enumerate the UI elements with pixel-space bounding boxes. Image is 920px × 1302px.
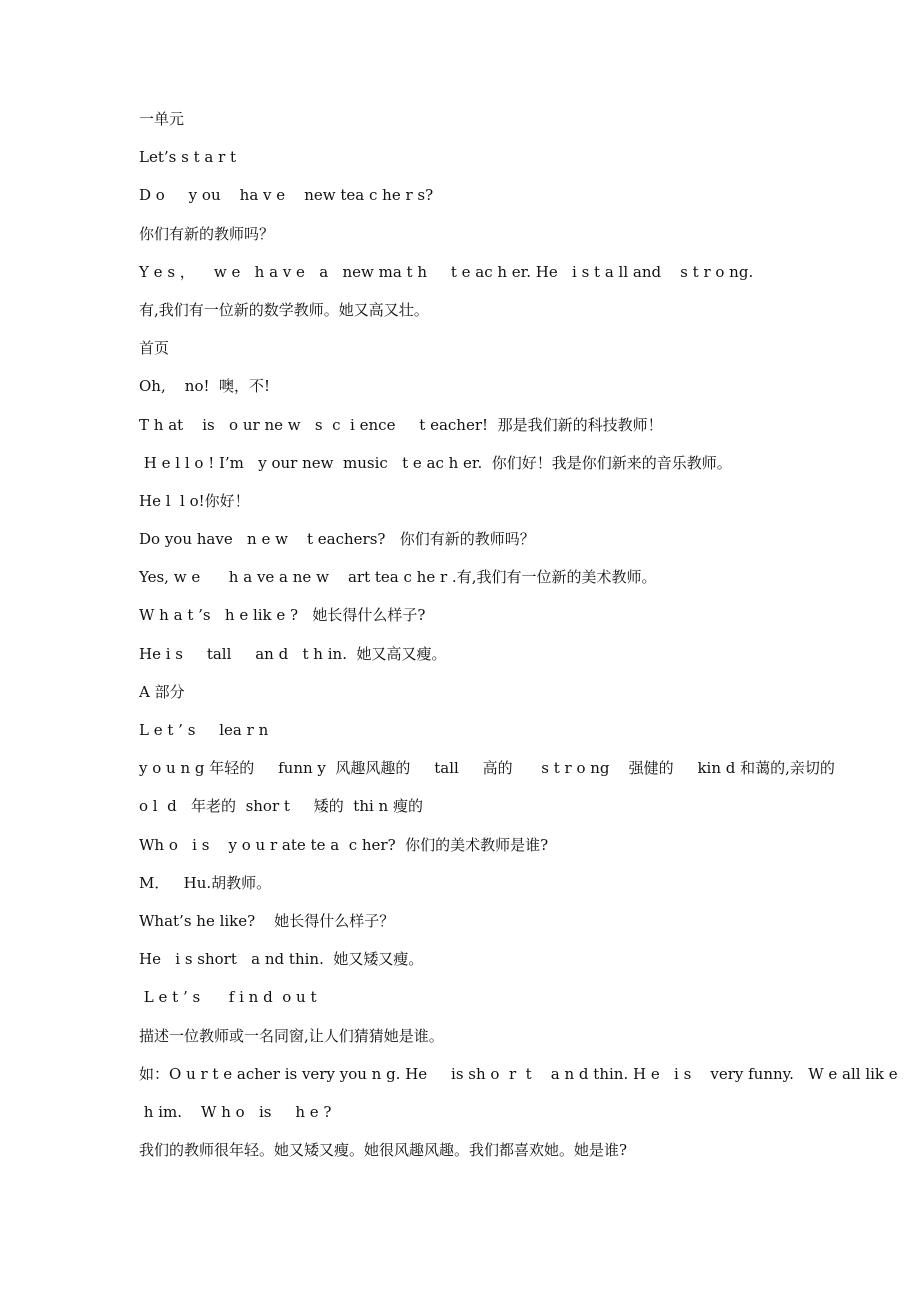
text-line: He l l o!你好！	[139, 491, 250, 510]
vocabulary-line: y o u n g 年轻的 funn y 风趣风趣的 tall 高的 s t r o ng 强健的 kin d 和蔼的,亲切的	[139, 759, 835, 778]
text-line: What’s he like? 她长得什么样子？	[139, 911, 395, 930]
text-line: 有,我们有一位新的数学教师。她又高又壮。	[139, 300, 429, 319]
unit-heading: 一单元	[139, 110, 185, 128]
text-line: Y e s ， w e h a v e a new ma t h t e ac h er. He i s t a ll and s t r o ng.	[139, 262, 754, 281]
text-line: Oh, no! 噢，不!	[139, 377, 271, 396]
text-line: D o y ou ha v e new tea c he r s?	[139, 186, 434, 205]
section-lets-find-out: L e t ’ s f i n d o u t	[139, 988, 317, 1007]
text-line: Do you have n e w t eachers? 你们有新的教师吗？	[139, 530, 535, 549]
section-lets-start: Let’s s t a r t	[139, 148, 237, 167]
section-lets-learn: L e t ’ s lea r n	[139, 721, 269, 739]
text-line: Yes, w e h a ve a ne w art tea c he r .有,我们有一位新的美术教师。	[139, 568, 657, 587]
text-line: M． Hu.胡教师。	[139, 873, 272, 892]
text-line: W h a t ’s h e lik e ? 她长得什么样子?	[139, 606, 426, 625]
vocabulary-line: o l d 年老的 shor t 矮的 thi n 瘦的	[139, 797, 423, 816]
text-line: 我们的教师很年轻。她又矮又瘦。她很风趣风趣。我们都喜欢她。她是谁?	[139, 1141, 628, 1160]
text-line: 你们有新的教师吗？	[139, 224, 275, 243]
text-line: H e l l o ! I’m y our new music t e ac h er. 你们好！我是你们新来的音乐教师。	[139, 453, 732, 472]
text-line: He i s tall an d t h in. 她又高又瘦。	[139, 644, 447, 663]
text-line: Wh o i s y o u r ate te a c her? 你们的美术教师是谁?	[139, 835, 549, 854]
text-line: 如：O u r t e acher is very you n g. He is sh o r t a n d thin. H e i s very funny. W e all lik e	[139, 1064, 898, 1083]
text-line: h im. W h o is h e ?	[139, 1102, 332, 1121]
text-line: 描述一位教师或一名同窗,让人们猜猜她是谁。	[139, 1026, 444, 1045]
text-line: T h at is o ur ne w s c i ence t eacher! 那是我们新的科技教师！	[139, 415, 663, 434]
text-line: He i s short a nd thin. 她又矮又瘦。	[139, 950, 424, 969]
section-part-a: A 部分	[139, 682, 185, 701]
document-body	[139, 110, 898, 1179]
text-line: 首页	[139, 339, 170, 358]
